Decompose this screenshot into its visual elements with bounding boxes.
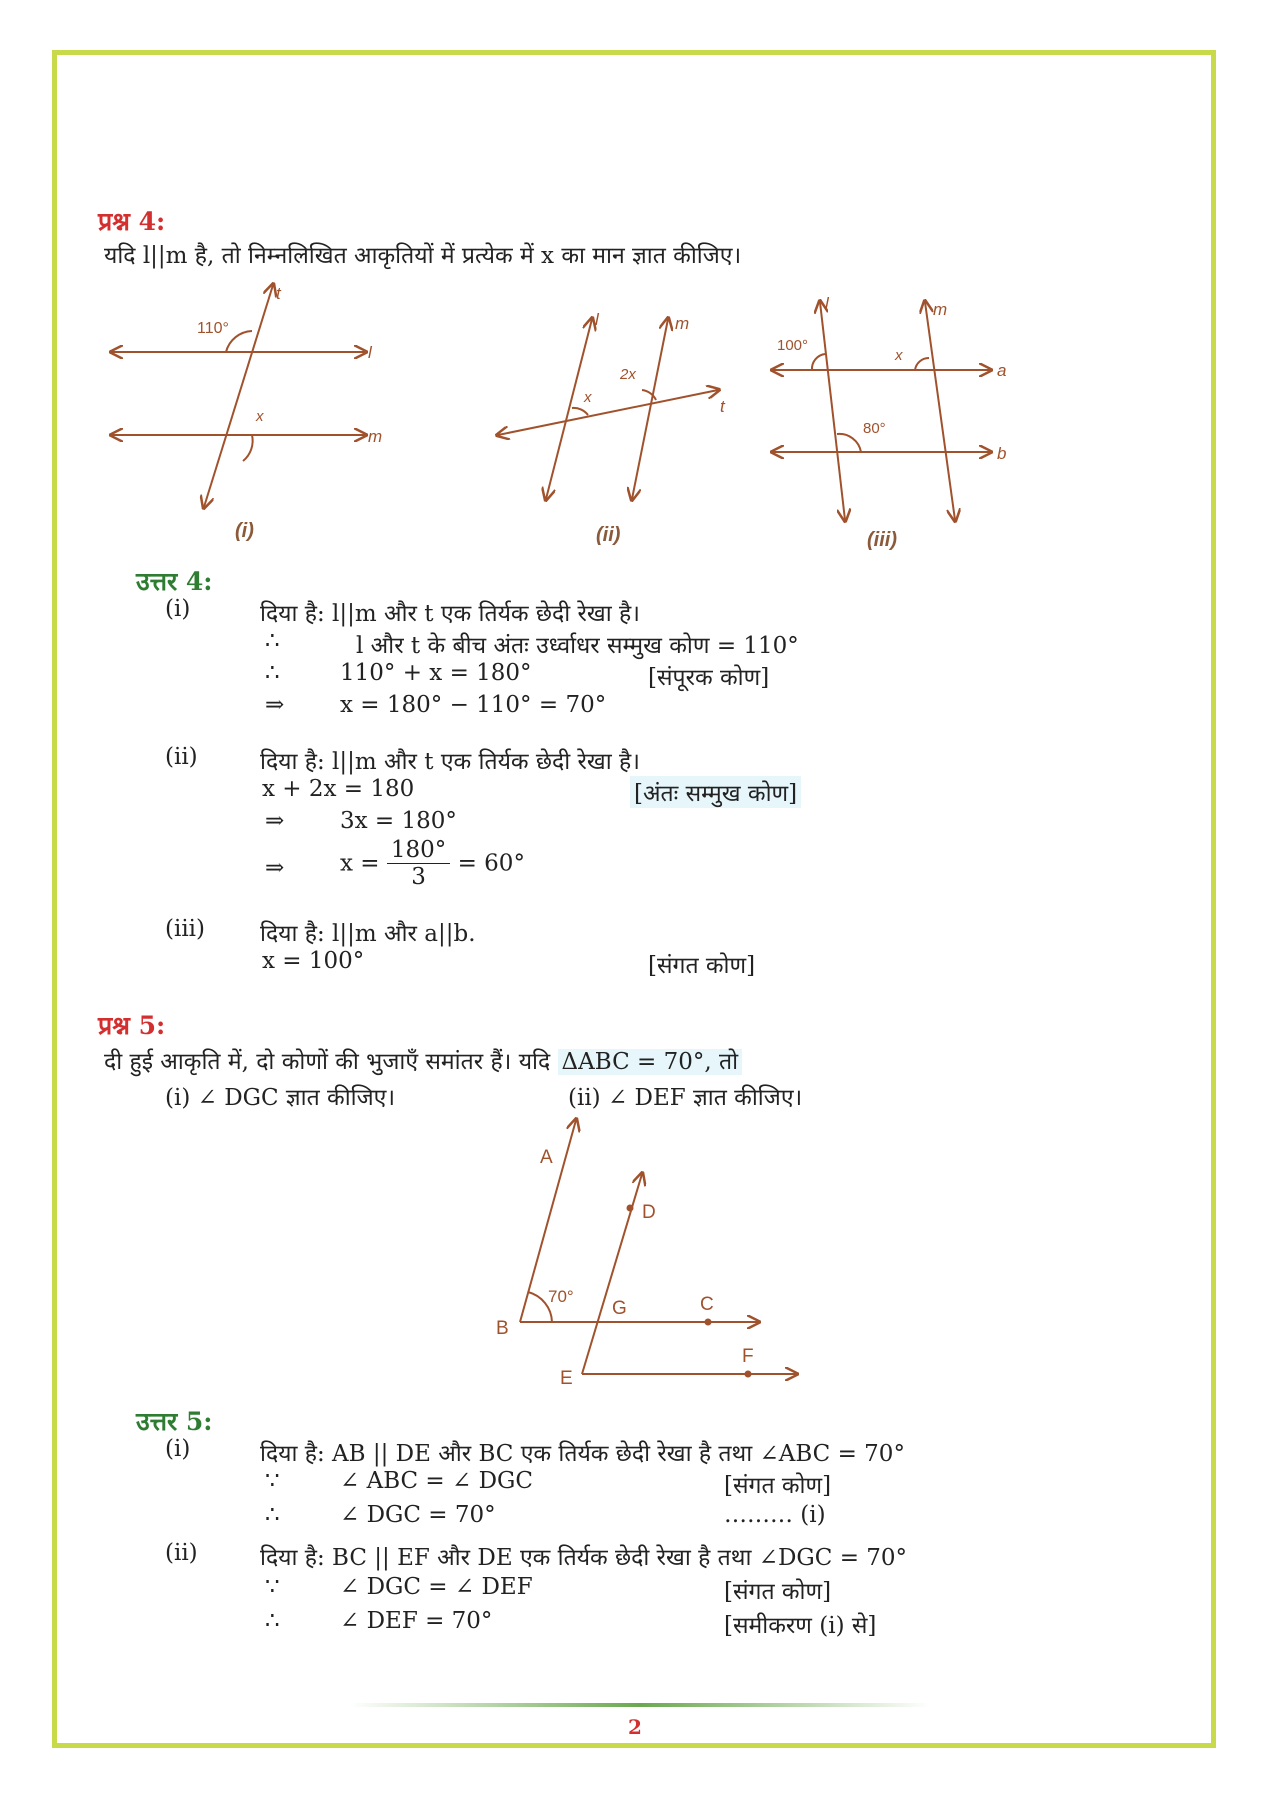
point-C [705, 1319, 712, 1326]
reason-label: [संपूरक कोण] [648, 665, 770, 691]
line-l [546, 319, 592, 499]
step-line: ∠ DGC = 70° [340, 1502, 496, 1528]
l-label: l [825, 294, 829, 313]
angle-arc [226, 331, 252, 352]
step-line: x + 2x = 180 [262, 776, 415, 802]
angle-arc [243, 435, 253, 461]
fraction-step [340, 837, 525, 890]
question-5-text [104, 1044, 742, 1076]
label-F: F [742, 1346, 754, 1367]
label-B: B [496, 1318, 509, 1339]
l-label: l [368, 343, 372, 362]
line-m [925, 302, 955, 520]
part-label: (iii) [165, 916, 206, 942]
step-line: 3x = 180° [340, 808, 457, 834]
label-D: D [642, 1202, 656, 1223]
angle-arc [915, 358, 929, 370]
because-symbol: ∵ [265, 1574, 280, 1600]
l-label: l [595, 310, 599, 329]
x-label: x [895, 347, 903, 364]
point-D [627, 1205, 634, 1212]
reason-label: [अंतः सम्मुख कोण] [630, 776, 801, 808]
line-t [204, 285, 273, 507]
reason-label: [समीकरण (i) से] [724, 1613, 877, 1639]
question-5-highlight: ΔABC = 70°, तो [558, 1049, 743, 1075]
step-line: ∠ DGC = ∠ DEF [340, 1574, 533, 1600]
question-4-heading: प्रश्न 4: [98, 207, 166, 236]
reason-label: [संगत कोण] [724, 1579, 832, 1605]
reason-label: [संगत कोण] [724, 1473, 832, 1499]
line-m [632, 319, 668, 499]
given-line: दिया है: l||m और t एक तिर्यक छेदी रेखा है। [260, 601, 640, 627]
label-A: A [540, 1147, 553, 1168]
angle-arc [812, 354, 825, 370]
angle-label: 70° [548, 1287, 574, 1306]
angle-label: 110° [197, 320, 229, 337]
therefore-symbol: ∴ [265, 1608, 280, 1634]
given-line: दिया है: l||m और t एक तिर्यक छेदी रेखा है। [260, 749, 640, 775]
angle-label: 80° [863, 420, 886, 437]
m-label: m [933, 300, 948, 319]
label-E: E [560, 1368, 573, 1389]
step-line: x = 100° [262, 948, 365, 974]
figure-4-iii [765, 290, 1025, 560]
label-C: C [700, 1294, 714, 1315]
step-line: x = 180° − 110° = 70° [340, 692, 607, 718]
given-line: दिया है: l||m और a||b. [260, 921, 476, 947]
page-number: 2 [628, 1715, 642, 1739]
implies-symbol: ⇒ [265, 808, 285, 834]
a-label: a [997, 361, 1007, 380]
part-label: (i) [165, 1436, 191, 1462]
caption: (i) [235, 520, 254, 542]
therefore-symbol: ∴ [265, 1502, 280, 1528]
label-G: G [612, 1298, 627, 1319]
caption: (ii) [596, 524, 621, 546]
angle-arc [572, 408, 588, 415]
angle-arc [837, 434, 861, 452]
2x-label: 2x [620, 366, 636, 383]
therefore-symbol: ∴ [265, 628, 280, 654]
implies-symbol: ⇒ [265, 692, 285, 718]
ray-ED [582, 1174, 642, 1374]
line-t [498, 390, 718, 435]
question-5-part-i: (i) ∠ DGC ज्ञात कीजिए। [165, 1085, 396, 1111]
x-label: x [256, 408, 264, 425]
question-4-text: यदि l||m है, तो निम्नलिखित आकृतियों में प्रत्येक में x का मान ज्ञात कीजिए। [104, 243, 742, 269]
m-label: m [368, 427, 383, 446]
step-suffix: = 60° [457, 850, 525, 877]
part-label: (ii) [165, 1540, 198, 1566]
step-line: ∠ DEF = 70° [340, 1608, 493, 1634]
x-label: x [584, 389, 592, 406]
b-label: b [997, 444, 1007, 463]
reason-label: ……… (i) [724, 1502, 826, 1528]
m-label: m [675, 314, 690, 333]
given-line: दिया है: AB || DE और BC एक तिर्यक छेदी रेखा है तथा ∠ABC = 70° [260, 1441, 905, 1467]
figure-5 [490, 1110, 810, 1390]
step-line: l और t के बीच अंतः उर्ध्वाधर सम्मुख कोण = 110° [356, 633, 799, 659]
part-label: (ii) [165, 744, 198, 770]
step-line: 110° + x = 180° [340, 660, 532, 686]
angle-label: 100° [777, 337, 809, 354]
implies-symbol: ⇒ [265, 855, 285, 881]
therefore-symbol: ∴ [265, 660, 280, 686]
answer-4-heading: उत्तर 4: [136, 567, 213, 596]
fraction [387, 837, 450, 890]
reason-label: [संगत कोण] [648, 953, 756, 979]
denominator: 3 [411, 864, 426, 890]
numerator: 180° [387, 837, 450, 864]
figure-4-i [100, 275, 400, 545]
footer-divider [350, 1703, 930, 1707]
t-label: t [276, 284, 281, 303]
question-5-heading: प्रश्न 5: [98, 1011, 166, 1040]
caption: (iii) [867, 529, 897, 551]
step-prefix: x = [340, 850, 380, 877]
part-label: (i) [165, 596, 191, 622]
because-symbol: ∵ [265, 1468, 280, 1494]
given-line: दिया है: BC || EF और DE एक तिर्यक छेदी रेखा है तथा ∠DGC = 70° [260, 1545, 908, 1571]
question-5-main: दी हुई आकृति में, दो कोणों की भुजाएँ समांतर हैं। यदि [104, 1049, 558, 1075]
answer-5-heading: उत्तर 5: [136, 1407, 213, 1436]
t-label: t [720, 397, 725, 416]
step-line: ∠ ABC = ∠ DGC [340, 1468, 534, 1494]
point-F [745, 1371, 752, 1378]
question-5-part-ii: (ii) ∠ DEF ज्ञात कीजिए। [568, 1085, 803, 1111]
figure-4-ii [480, 305, 740, 555]
line-l [820, 302, 845, 520]
